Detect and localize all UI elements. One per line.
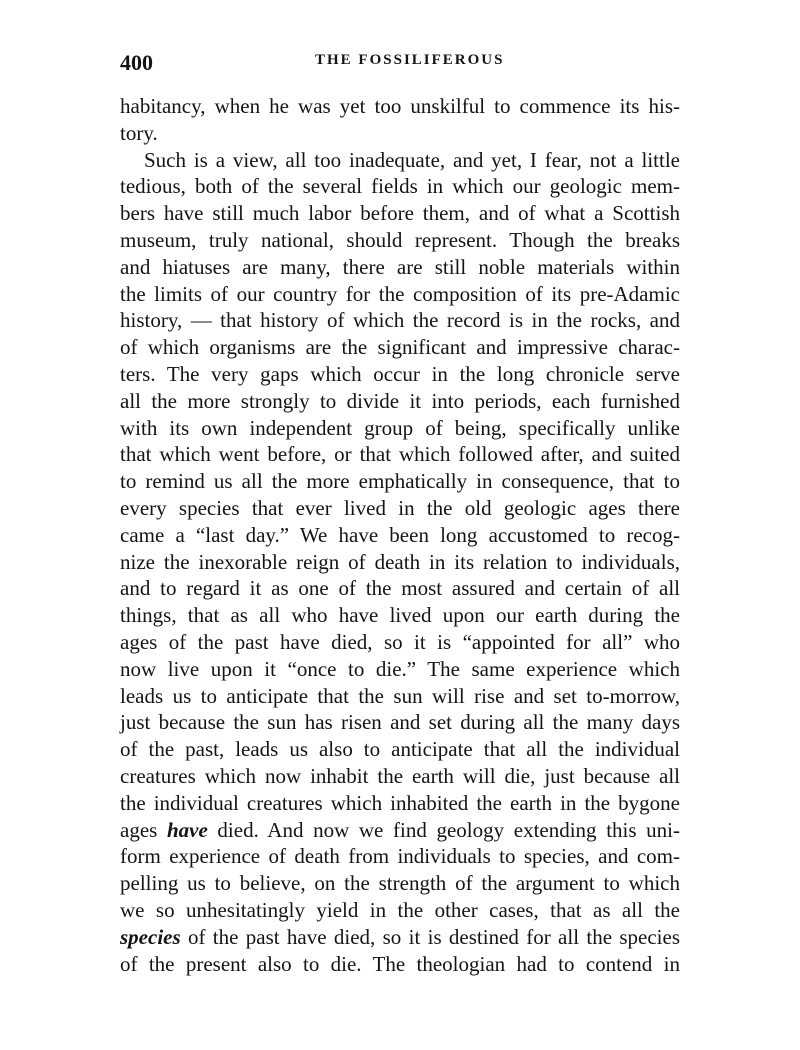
- text-line: creatures which now inhabit the earth will die, just because all: [120, 763, 680, 788]
- text-line: nize the inexorable reign of death in its relation to individuals,: [120, 549, 680, 574]
- text-line: pelling us to believe, on the strength of the argument to which: [120, 871, 680, 896]
- text-line: history, — that history of which the record is in the rocks, and: [120, 308, 680, 333]
- text-line: Such is a view, all too inadequate, and yet, I fear, not a little: [144, 147, 680, 172]
- text-segment: of the past have died, so it is destined for all the species: [180, 924, 680, 949]
- text-line: and hiatuses are many, there are still noble materials within: [120, 254, 680, 279]
- running-head: THE FOSSILIFEROUS: [315, 52, 505, 68]
- emphasized-word: have: [166, 817, 208, 842]
- text-line: tedious, both of the several fields in which our geologic mem-: [120, 174, 680, 199]
- text-line: of the past, leads us also to anticipate that all the individual: [120, 737, 680, 762]
- text-line: museum, truly national, should represent. Though the breaks: [120, 227, 680, 252]
- page-number: 400: [120, 50, 153, 75]
- text-line: bers have still much labor before them, and of what a Scottish: [120, 201, 680, 226]
- text-line: just because the sun has risen and set during all the many days: [120, 710, 680, 735]
- text-line: of the present also to die. The theologian had to contend in: [120, 951, 680, 976]
- text-line: and to regard it as one of the most assured and certain of all: [120, 576, 680, 601]
- text-line: with its own independent group of being, specifically unlike: [120, 415, 680, 440]
- body-text: [120, 93, 680, 977]
- text-line: form experience of death from individuals to species, and com-: [120, 844, 680, 869]
- text-line: ages of the past have died, so it is “appointed for all” who: [120, 629, 680, 654]
- text-segment: ages: [120, 817, 167, 842]
- text-line: that which went before, or that which followed after, and suited: [120, 442, 680, 467]
- text-line: of which organisms are the significant and impressive charac-: [120, 335, 680, 360]
- text-line: came a “last day.” We have been long accustomed to recog-: [120, 522, 680, 547]
- text-line: things, that as all who have lived upon our earth during the: [120, 603, 680, 628]
- text-line: now live upon it “once to die.” The same experience which: [120, 656, 680, 681]
- text-line: we so unhesitatingly yield in the other cases, that as all the: [120, 897, 680, 922]
- page-header: [120, 50, 700, 80]
- emphasized-word: species: [120, 924, 181, 949]
- text-line: the individual creatures which inhabited the earth in the bygone: [120, 790, 680, 815]
- text-line: the limits of our country for the composition of its pre-Adamic: [120, 281, 680, 306]
- text-line: tory.: [120, 120, 158, 145]
- text-line: every species that ever lived in the old geologic ages there: [120, 495, 680, 520]
- text-line: [120, 817, 680, 844]
- text-line: to remind us all the more emphatically in consequence, that to: [120, 469, 680, 494]
- text-line: leads us to anticipate that the sun will rise and set to-morrow,: [120, 683, 680, 708]
- text-line: habitancy, when he was yet too unskilful to commence its his-: [120, 94, 680, 118]
- text-line: [120, 924, 680, 951]
- text-line: all the more strongly to divide it into periods, each furnished: [120, 388, 680, 413]
- text-line: ters. The very gaps which occur in the long chronicle serve: [120, 361, 680, 386]
- text-segment: died. And now we find geology extending this uni-: [207, 817, 680, 842]
